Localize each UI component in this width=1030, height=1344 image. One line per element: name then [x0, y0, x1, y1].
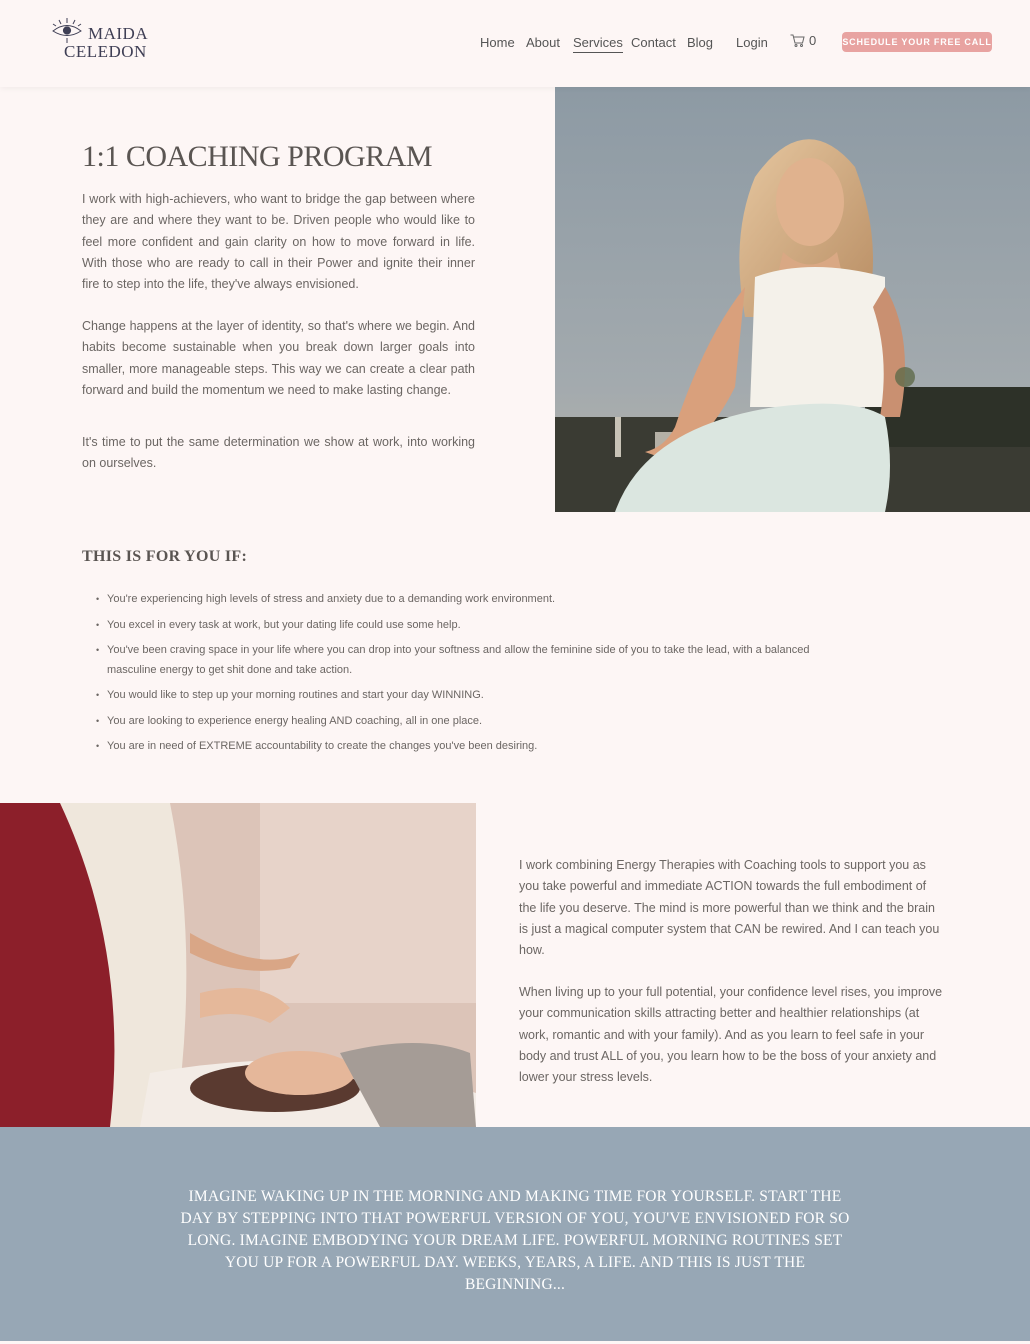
nav-about[interactable]: About [526, 35, 560, 50]
intro-paragraph-2: Change happens at the layer of identity, so that's where we begin. And habits become sustainable when you break down larger goals into smaller, more manageable steps. This way we can create a clear path forward and build the momentum we need to make lasting change. [82, 319, 475, 397]
intro-paragraph-3: It's time to put the same determination we show at work, into working on ourselves. [82, 435, 475, 471]
nav-blog[interactable]: Blog [687, 35, 714, 50]
quote-banner [0, 1127, 1030, 1341]
list-item: • You are in need of EXTREME accountability to create the changes you've been desiring. [96, 737, 816, 757]
cart-count: 0 [809, 33, 817, 48]
intro-paragraph-1: I work with high-achievers, who want to bridge the gap between where they are and where they want to be. Driven people who would like to feel more confident and gain clarity on how to move forward in life. With those who are ready to call in their Power and ignite their inner fire to step into the life, they've always envisioned. [82, 192, 475, 292]
approach-paragraph-1: I work combining Energy Therapies with Coaching tools to support you as you take powerful and immediate ACTION towards the full embodiment of the life you deserve. The mind is more powerful than we think and the brain is just a magical computer system that CAN be rewired. And I can teach you how. [519, 858, 940, 958]
list-item: • You're experiencing high levels of stress and anxiety due to a demanding work environment. [96, 590, 816, 610]
logo-text-last: CELEDON [64, 42, 147, 61]
energy-healing-photo [0, 803, 476, 1127]
for-you-list [96, 590, 816, 763]
coach-portrait-photo [555, 87, 1030, 512]
logo[interactable] [50, 16, 150, 70]
approach-paragraph-2: When living up to your full potential, your confidence level rises, you improve your communication skills attracting better and healthier relationships (at work, romantic and with your family). And as you learn to feel safe in your body and trust ALL of you, you learn how to be the boss of your anxiety and lower your stress levels. [519, 985, 943, 1085]
logo-text-first: MAIDA [88, 24, 149, 43]
nav-contact[interactable]: Contact [631, 35, 676, 50]
site-header [0, 0, 1030, 87]
nav-home[interactable]: Home [480, 35, 515, 50]
healing-illustration [0, 803, 476, 1127]
banner-quote: IMAGINE WAKING UP IN THE MORNING AND MAKING TIME FOR YOURSELF. START THE DAY BY STEPPING INTO THAT POWERFUL VERSION OF YOU, YOU'VE ENVISIONED FOR SO LONG. IMAGINE EMBODYING YOUR DREAM LIFE. POWERFUL MORNING ROUTINES SET YOU UP FOR A POWERFUL DAY. WEEKS, YEARS, A LIFE. AND THIS IS JUST THE BEGINNING... [180, 1188, 850, 1293]
cart-button[interactable] [790, 33, 816, 48]
list-item: • You excel in every task at work, but your dating life could use some help. [96, 616, 816, 636]
list-item: • You are looking to experience energy healing AND coaching, all in one place. [96, 712, 816, 732]
portrait-illustration [555, 87, 1030, 512]
nav-login[interactable]: Login [736, 35, 768, 50]
nav-services[interactable]: Services [573, 35, 623, 53]
list-item: • You've been craving space in your life where you can drop into your softness and allow the feminine side of you to take the lead, with a balanced masculine energy to get shit done and take action. [96, 641, 816, 680]
page-title: 1:1 COACHING PROGRAM [82, 140, 433, 173]
for-you-title: THIS IS FOR YOU IF: [82, 548, 248, 565]
schedule-call-button[interactable]: SCHEDULE YOUR FREE CALL [842, 32, 992, 52]
cart-icon [790, 34, 805, 47]
list-item: • You would like to step up your morning routines and start your day WINNING. [96, 686, 816, 706]
